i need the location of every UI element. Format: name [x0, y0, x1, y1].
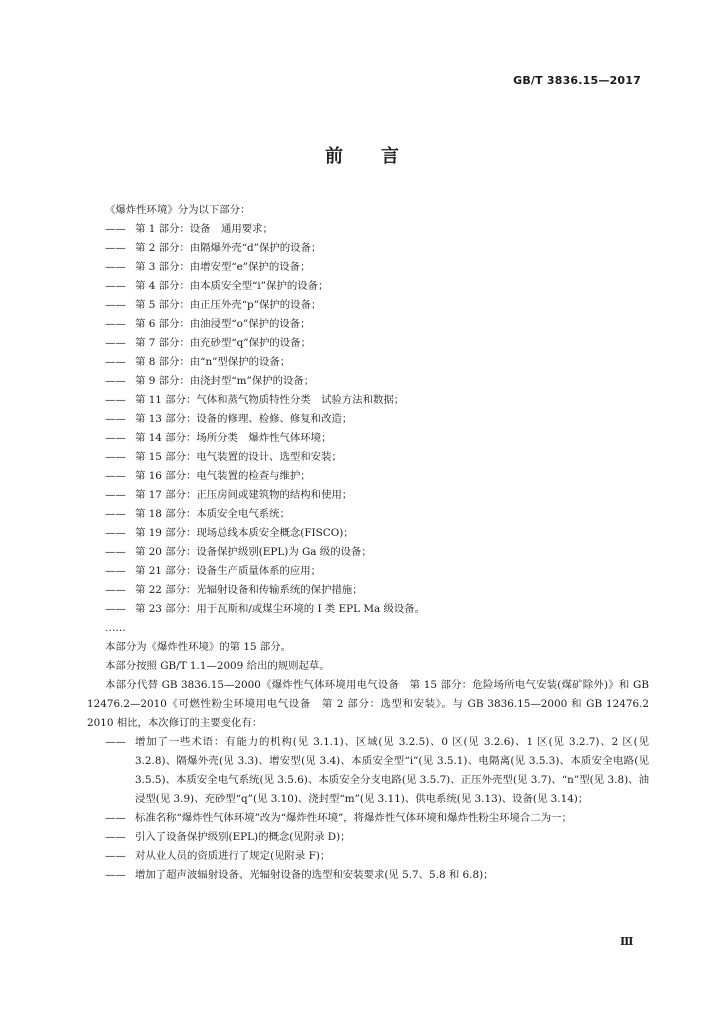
part-item-text: 第 22 部分：光辐射设备和传输系统的保护措施； — [135, 584, 363, 596]
dash-marker: —— — [105, 470, 126, 482]
part-list-item — [87, 600, 649, 619]
page-number: Ⅲ — [620, 935, 634, 948]
part-list-item — [87, 220, 649, 239]
title-char-1: 前 — [325, 146, 343, 167]
part-item-text: 第 9 部分：由浇封型“m”保护的设备； — [135, 375, 315, 387]
part-item-text: 第 7 部分：由充砂型“q”保护的设备； — [135, 337, 311, 349]
dash-marker: —— — [105, 603, 126, 615]
intro-line: 《爆炸性环境》分为以下部分： — [105, 204, 251, 216]
dash-marker: —— — [105, 584, 126, 596]
page-title — [0, 142, 724, 168]
dash-marker: —— — [105, 261, 126, 273]
part-list-item — [87, 448, 649, 467]
body-paragraph: 本部分代替 GB 3836.15—2000《爆炸性气体环境用电气设备 第 15 部分：危险场所电气安装(煤矿除外)》和 GB 12476.2—2010《可燃性粉尘环境用电气设备 第 2 部分：选型和安装》。与 GB 3836.15—2000 和 GB 12476.2 2010 相比，本次修订的主要变化有： — [87, 679, 660, 729]
part-list-item — [87, 277, 649, 296]
dash-marker: —— — [105, 546, 126, 558]
part-list-item — [87, 410, 649, 429]
dash-marker: —— — [105, 565, 126, 577]
part-item-text: 第 19 部分：现场总线本质安全概念(FISCO)； — [135, 527, 354, 539]
part-list-item — [87, 562, 649, 581]
change-item-text: 增加了超声波辐射设备、光辐射设备的选型和安装要求(见 5.7、5.8 和 6.8)； — [135, 869, 494, 881]
part-item-text: 第 21 部分：设备生产质量体系的应用； — [135, 565, 322, 577]
dash-marker: —— — [105, 869, 126, 881]
body-paragraph: 本部分为《爆炸性环境》的第 15 部分。 — [105, 641, 292, 653]
change-item-text: 对从业人员的资质进行了规定(见附录 F)； — [135, 850, 331, 862]
part-item-text: 第 11 部分：气体和蒸气物质特性分类 试验方法和数据； — [135, 394, 405, 406]
title-char-2: 言 — [381, 146, 399, 167]
dash-marker: —— — [105, 432, 126, 444]
part-list-item — [87, 543, 649, 562]
part-item-text: 第 5 部分：由正压外壳“p”保护的设备； — [135, 299, 322, 311]
dash-marker: —— — [105, 527, 126, 539]
dash-marker: —— — [105, 736, 126, 748]
paragraph-list — [87, 638, 660, 733]
part-item-text: 第 3 部分：由增安型“e”保护的设备； — [135, 261, 311, 273]
dash-marker: —— — [105, 356, 126, 368]
body-paragraph: 本部分按照 GB/T 1.1—2009 给出的规则起草。 — [105, 660, 330, 672]
part-item-text: 第 16 部分：电气装置的检查与维护； — [135, 470, 311, 482]
dash-marker: —— — [105, 850, 126, 862]
dash-marker: —— — [105, 223, 126, 235]
parts-list — [87, 220, 649, 619]
part-item-text: 第 18 部分：本质安全电气系统； — [135, 508, 290, 520]
ellipsis: …… — [105, 622, 126, 634]
part-list-item — [87, 581, 649, 600]
dash-marker: —— — [105, 489, 126, 501]
dash-marker: —— — [105, 242, 126, 254]
change-list-item — [87, 866, 649, 885]
part-list-item — [87, 258, 649, 277]
part-list-item — [87, 315, 649, 334]
dash-marker: —— — [105, 413, 126, 425]
part-list-item — [87, 296, 649, 315]
change-list-item — [87, 847, 649, 866]
part-list-item — [87, 391, 649, 410]
part-list-item — [87, 372, 649, 391]
dash-marker: —— — [105, 280, 126, 292]
part-item-text: 第 4 部分：由本质安全型“i”保护的设备； — [135, 280, 329, 292]
part-list-item — [87, 353, 649, 372]
dash-marker: —— — [105, 299, 126, 311]
part-list-item — [87, 486, 649, 505]
part-item-text: 第 15 部分：电气装置的设计、选型和安装； — [135, 451, 342, 463]
change-list — [87, 733, 649, 885]
part-list-item — [87, 524, 649, 543]
part-list-item — [87, 505, 649, 524]
part-item-text: 第 17 部分：正压房间或建筑物的结构和使用； — [135, 489, 353, 501]
part-item-text: 第 8 部分：由“n”型保护的设备； — [135, 356, 291, 368]
part-item-text: 第 2 部分：由隔爆外壳“d”保护的设备； — [135, 242, 322, 254]
part-item-text: 第 20 部分：设备保护级别(EPL)为 Ga 级的设备； — [135, 546, 372, 558]
change-list-item — [87, 733, 649, 809]
part-list-item — [87, 239, 649, 258]
dash-marker: —— — [105, 318, 126, 330]
change-item-text: 引入了设备保护级别(EPL)的概念(见附录 D)； — [135, 831, 351, 843]
document-body — [87, 201, 660, 885]
part-item-text: 第 14 部分：场所分类 爆炸性气体环境； — [135, 432, 332, 444]
part-item-text: 第 13 部分：设备的修理、检修、修复和改造； — [135, 413, 353, 425]
change-item-text: 标准名称“爆炸性气体环境”改为“爆炸性环境”，将爆炸性气体环境和爆炸性粉尘环境合二为一； — [135, 812, 572, 824]
dash-marker: —— — [105, 831, 126, 843]
dash-marker: —— — [105, 394, 126, 406]
dash-marker: —— — [105, 812, 126, 824]
part-item-text: 第 1 部分：设备 通用要求； — [135, 223, 273, 235]
part-item-text: 第 23 部分：用于瓦斯和/或煤尘环境的 I 类 EPL Ma 级设备。 — [135, 603, 426, 615]
change-item-text: 增加了一些术语：有能力的机构(见 3.1.1)、区域(见 3.2.5)、0 区(见 3.2.6)、1 区(见 3.2.7)、2 区(见 3.2.8)、隔爆外壳(见 3.3)、增安型(见 3.4)、本质安全型“i”(见 3.5.1)、电隔离(见 3.5.3)、本质安全电路(见 3.5.5)、本质安全电气系统(见 3.5.6)、本质安全分支电路(见 3.5.7)、正压外壳型(见 3.7)、“n”型(见 3.8)、油浸型(见 3.9)、充砂型“q”(见 3.10)、浇封型“m”(见 3.11)、供电系统(见 3.13)、设备(见 3.14)； — [135, 736, 649, 805]
change-list-item — [87, 809, 649, 828]
change-list-item — [87, 828, 649, 847]
dash-marker: —— — [105, 451, 126, 463]
part-item-text: 第 6 部分：由油浸型“o”保护的设备； — [135, 318, 311, 330]
standard-number: GB/T 3836.15—2017 — [513, 74, 641, 87]
dash-marker: —— — [105, 337, 126, 349]
part-list-item — [87, 467, 649, 486]
part-list-item — [87, 334, 649, 353]
dash-marker: —— — [105, 375, 126, 387]
part-list-item — [87, 429, 649, 448]
dash-marker: —— — [105, 508, 126, 520]
